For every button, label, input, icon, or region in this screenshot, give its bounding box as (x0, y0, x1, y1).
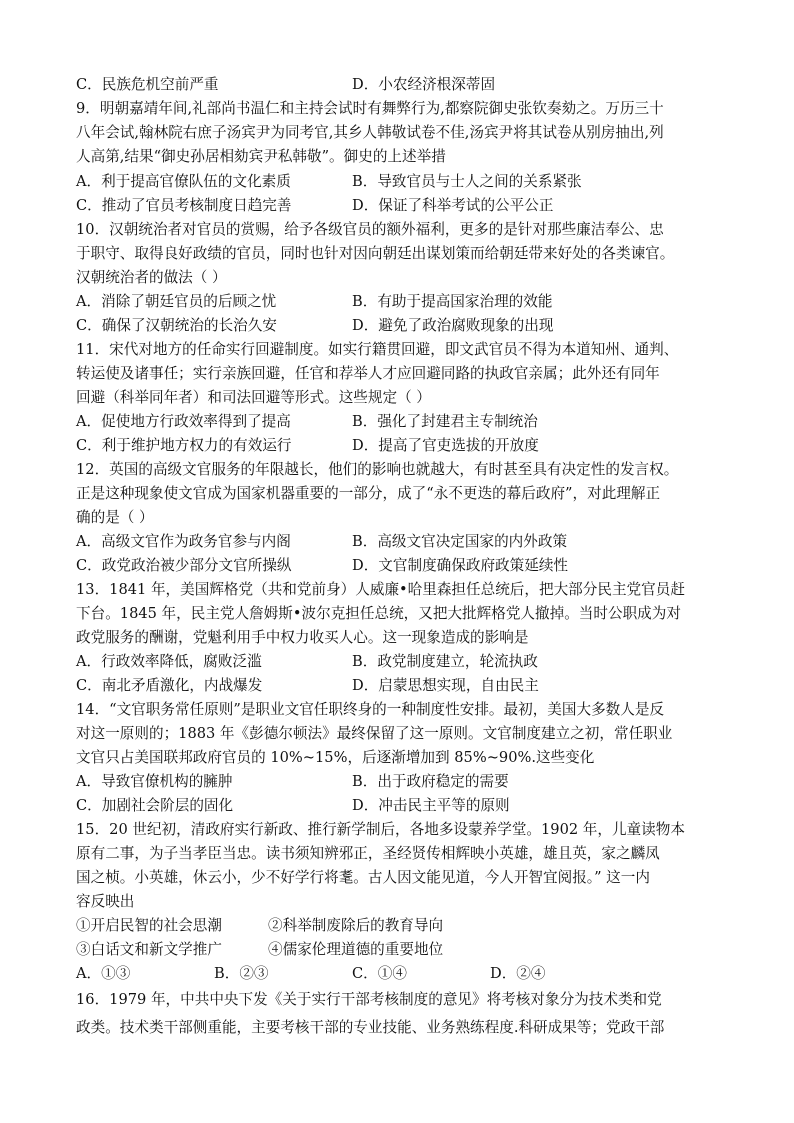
q15-choice-1: ①开启民智的社会思潮 (76, 917, 222, 934)
q15-stem-line-1: 15．20 世纪初，清政府实行新政、推行新学制后，各地多设蒙养学堂。1902 年，儿童读物本 (76, 821, 685, 838)
q9-stem-line-3: 人高第,结果“御史孙居相劾宾尹私韩敬”。御史的上述举措 (76, 148, 446, 165)
q14-option-d: D．冲击民主平等的原则 (352, 797, 510, 814)
q12-option-d: D．文官制度确保政府政策延续性 (352, 557, 569, 574)
q14-option-b: B．出于政府稳定的需要 (352, 773, 509, 790)
q13-option-a: A．行政效率降低，腐败泛滥 (76, 653, 262, 670)
q10-option-d: D．避免了政治腐败现象的出现 (352, 317, 554, 334)
q15-choice-3: ③白话文和新文学推广 (76, 941, 222, 958)
q15-stem-line-4: 容反映出 (76, 893, 135, 910)
q16-stem-line-2: 政类。技术类干部侧重能，主要考核干部的专业技能、业务熟练程度.科研成果等；党政干部 (76, 1019, 665, 1036)
q9-stem-line-1: 9．明朝嘉靖年间,礼部尚书温仁和主持会试时有舞弊行为,都察院御史张钦奏劾之。万历三十 (76, 100, 664, 117)
q12-option-a: A．高级文官作为政务官参与内阁 (76, 533, 291, 550)
q14-option-c: C．加剧社会阶层的固化 (76, 797, 234, 814)
q15-stem-line-2: 原有二事，为子当孝臣当忠。读书须知辨邪正，圣经贤传相辉映小英雄，雄且英，家之麟凤 (76, 845, 660, 862)
q10-stem-line-2: 于职守、取得良好政绩的官员，同时也针对因向朝廷出谋划策而给朝廷带来好处的各类谏官。 (76, 245, 675, 262)
q11-stem-line-2: 转运使及诸事任；实行亲族回避，任官和荐举人才应回避同路的执政官亲属；此外还有同年 (76, 365, 660, 382)
q13-option-b: B．政党制度建立，轮流执政 (352, 653, 538, 670)
q12-stem-line-1: 12．英国的高级文官服务的年限越长，他们的影响也就越大，有时甚至具有决定性的发言权。 (76, 461, 679, 478)
q13-stem-line-1: 13．1841 年，美国辉格党（共和党前身）人威廉•哈里森担任总统后，把大部分民主党官员赶 (76, 581, 685, 598)
q8-option-c: C．民族危机空前严重 (76, 76, 219, 93)
q14-option-a: A．导致官僚机构的臃肿 (76, 773, 233, 790)
q15-choice-4: ④儒家伦理道德的重要地位 (268, 941, 444, 958)
q13-option-d: D．启蒙思想实现，自由民主 (352, 677, 539, 694)
q8-option-d: D．小农经济根深蒂固 (352, 76, 496, 93)
q10-option-b: B．有助于提高国家治理的效能 (352, 293, 553, 310)
q10-option-a: A．消除了朝廷官员的后顾之忧 (76, 293, 277, 310)
q9-option-c: C．推动了官员考核制度日趋完善 (76, 197, 292, 214)
q15-choice-2: ②科举制废除后的教育导向 (268, 917, 444, 934)
q9-option-a: A．利于提高官僚队伍的文化素质 (76, 173, 291, 190)
q12-option-b: B．高级文官决定国家的内外政策 (352, 533, 568, 550)
q12-stem-line-3: 确的是（ ） (76, 509, 154, 526)
q11-option-a: A．促使地方行政效率得到了提高 (76, 413, 291, 430)
q13-option-c: C．南北矛盾激化，内战爆发 (76, 677, 263, 694)
q11-option-c: C．利于维护地方权力的有效运行 (76, 437, 292, 454)
q9-option-b: B．导致官员与士人之间的关系紧张 (352, 173, 582, 190)
q15-stem-line-3: 国之桢。小英雄，休云小，少不好学行将耄。古人因文能见道，今人开智宜阅报。” 这一内 (76, 869, 650, 886)
q12-option-c: C．政党政治被少部分文官所操纵 (76, 557, 292, 574)
q10-option-c: C．确保了汉朝统治的长治久安 (76, 317, 277, 334)
q14-stem-line-2: 对这一原则的；1883 年《彭德尔顿法》最终保留了这一原则。文官制度建立之初，常任职业 (76, 725, 673, 742)
q10-stem-line-1: 10．汉朝统治者对官员的赏赐，给予各级官员的额外福利，更多的是针对那些廉洁奉公、忠 (76, 221, 664, 238)
q11-option-b: B．强化了封建君主专制统治 (352, 413, 538, 430)
q16-stem-line-1: 16．1979 年，中共中央下发《关于实行干部考核制度的意见》将考核对象分为技术类和党 (76, 991, 662, 1008)
q13-stem-line-2: 下台。1845 年，民主党人詹姆斯•波尔克担任总统，又把大批辉格党人撤掉。当时公职成为对 (76, 605, 681, 622)
q15-option-c: C．①④ (352, 965, 407, 982)
q13-stem-line-3: 政党服务的酬谢，党魁利用手中权力收买人心。这一现象造成的影响是 (76, 629, 529, 646)
q15-option-d: D．②④ (490, 965, 546, 982)
q10-stem-line-3: 汉朝统治者的做法（ ） (76, 269, 227, 286)
q14-stem-line-1: 14．“文官职务常任原则”是职业文官任职终身的一种制度性安排。最初，美国大多数人是反 (76, 701, 665, 718)
q11-stem-line-1: 11．宋代对地方的任命实行回避制度。如实行籍贯回避，即文武官员不得为本道知州、通判、 (76, 341, 679, 358)
q9-option-d: D．保证了科举考试的公平公正 (352, 197, 554, 214)
q9-stem-line-2: 八年会试,翰林院右庶子汤宾尹为同考官,其乡人韩敬试卷不佳,汤宾尹将其试卷从别房抽出,列 (76, 124, 664, 141)
q11-option-d: D．提高了官吏选拔的开放度 (352, 437, 539, 454)
q11-stem-line-3: 回避（科举同年者）和司法回避等形式。这些规定（ ） (76, 389, 431, 406)
q12-stem-line-2: 正是这种现象使文官成为国家机器重要的一部分，成了“永不更迭的幕后政府”，对此理解正 (76, 485, 661, 502)
q14-stem-line-3: 文官只占美国联邦政府官员的 10%~15%，后逐渐增加到 85%~90%.这些变化 (76, 749, 595, 766)
q15-option-b: B．②③ (214, 965, 269, 982)
q15-option-a: A．①③ (76, 965, 131, 982)
